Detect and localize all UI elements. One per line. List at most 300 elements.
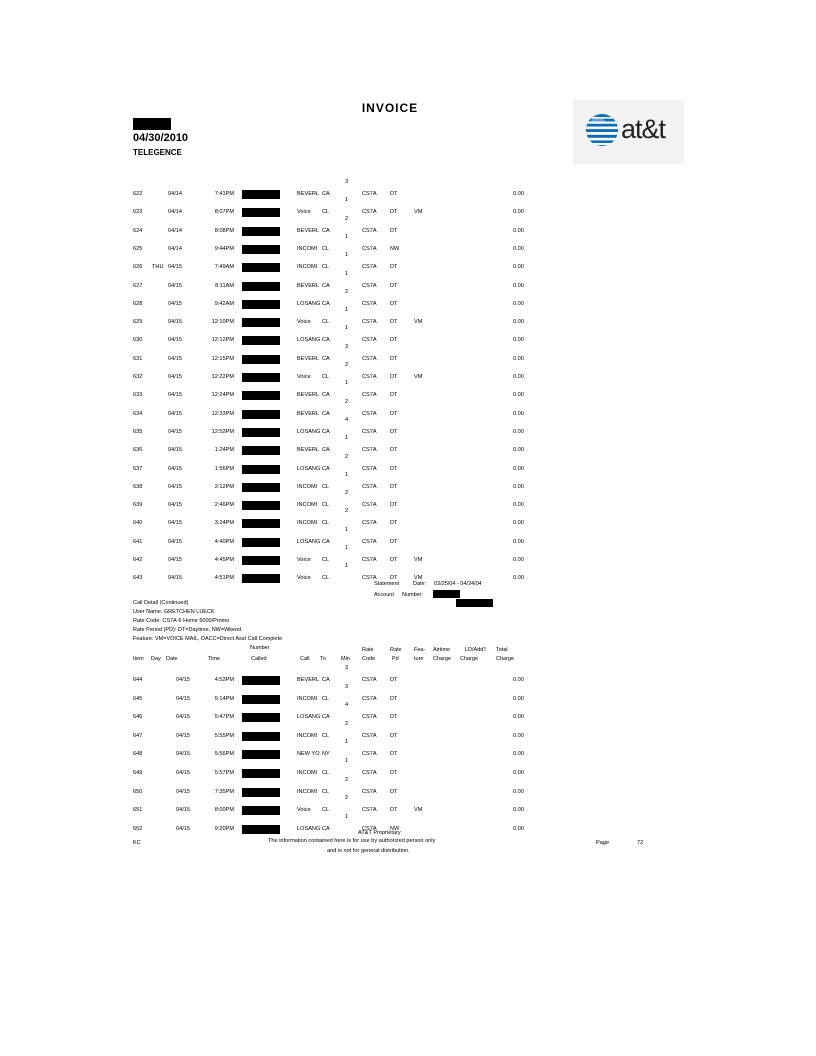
row-total-charge: 0.00 — [513, 264, 524, 271]
row-rate-code: CS7A — [362, 807, 377, 814]
row-item: 639 — [133, 502, 143, 509]
row-date: 04/15 — [168, 447, 182, 454]
redacted-block — [133, 118, 171, 130]
col-pd: Pd — [392, 656, 399, 662]
row-minutes: 1 — [345, 307, 349, 314]
call-detail-heading: Call Detail (Continued) — [133, 600, 189, 606]
row-rate-code: CS7A — [362, 714, 377, 721]
col-date: Date — [166, 656, 178, 662]
table-row — [0, 298, 816, 312]
row-total-charge: 0.00 — [513, 714, 524, 721]
row-call-state: CA — [322, 282, 330, 289]
table-row — [0, 554, 816, 568]
redacted-number — [242, 355, 280, 364]
row-call-state: CL — [322, 575, 330, 582]
row-total-charge: 0.00 — [513, 355, 524, 362]
row-minutes: 3 — [345, 179, 349, 185]
table-row — [0, 572, 816, 586]
row-total-charge: 0.00 — [513, 677, 524, 683]
row-minutes: 1 — [345, 739, 349, 746]
row-rate-period: DT — [390, 209, 398, 216]
row-rate-code: CS7A — [362, 428, 377, 435]
row-rate-code: CS7A — [362, 300, 377, 307]
col-to: To — [320, 656, 326, 662]
row-call-place: BEVERL — [297, 447, 320, 454]
row-rate-code: CS7A — [362, 374, 377, 380]
row-rate-period: DT — [390, 191, 398, 197]
row-call-place: LOSANG — [297, 465, 321, 472]
row-time: 9:42AM — [214, 300, 234, 307]
row-call-state: CL — [322, 788, 330, 795]
table-row — [0, 463, 816, 477]
table-row — [0, 206, 816, 220]
feature-legend: Feature: VM=VOICE MAIL, DACC=Direct Asst Call Complete — [133, 636, 283, 642]
row-rate-code: CS7A — [362, 677, 377, 683]
row-rate-period: DT — [390, 714, 398, 721]
row-rate-period: NW — [390, 245, 400, 252]
col-ld-charge: Charge — [460, 656, 479, 662]
redacted-number — [242, 556, 280, 565]
row-call-state: CL — [322, 770, 330, 776]
row-minutes: 3 — [345, 665, 349, 671]
statement-date-label: Date: — [413, 581, 427, 587]
row-rate-period: DT — [390, 751, 398, 758]
row-call-state: CL — [322, 520, 330, 527]
row-time: 1:24PM — [214, 447, 234, 454]
row-time: 1:56PM — [214, 465, 234, 472]
proprietary-notice: AT&T Proprietary — [358, 830, 401, 836]
row-total-charge: 0.00 — [513, 410, 524, 417]
redacted-number — [242, 336, 280, 345]
row-time: 8:11AM — [215, 282, 234, 289]
row-time: 2:46PM — [214, 502, 234, 509]
row-item: 628 — [133, 300, 143, 307]
row-rate-code: CS7A — [362, 355, 377, 362]
row-call-place: Voice — [297, 807, 311, 814]
row-rate-code: CS7A — [362, 538, 377, 545]
col-called: Called — [251, 656, 267, 662]
page-label: Page — [596, 840, 610, 846]
row-item: 624 — [133, 227, 143, 234]
row-rate-period: DT — [390, 520, 398, 527]
col-airtime-top: Airtime — [433, 647, 451, 653]
row-call-state: CL — [322, 502, 330, 509]
row-rate-code: CS7A — [362, 770, 377, 776]
row-item: 640 — [133, 520, 143, 527]
row-total-charge: 0.00 — [513, 337, 524, 344]
footer-kc: KC — [133, 840, 141, 846]
row-minutes: 1 — [345, 325, 349, 332]
row-time: 4:52PM — [214, 677, 234, 683]
row-rate-code: CS7A — [362, 337, 377, 344]
row-call-state: NY — [322, 751, 330, 758]
globe-icon — [585, 112, 619, 148]
row-date: 04/15 — [176, 825, 190, 832]
row-rate-period: DT — [390, 502, 398, 509]
row-time: 5:57PM — [214, 770, 234, 776]
row-item: 634 — [133, 410, 143, 417]
redacted-number — [242, 538, 280, 547]
row-rate-code: CS7A — [362, 788, 377, 795]
row-rate-code: CS7A — [362, 520, 377, 527]
redacted-number — [242, 676, 280, 685]
row-call-place: LOSANG — [297, 300, 321, 307]
row-total-charge: 0.00 — [513, 520, 524, 527]
row-call-place: LOSANG — [297, 825, 321, 832]
row-minutes: 2 — [345, 795, 349, 802]
row-call-place: LOSANG — [297, 428, 321, 435]
row-minutes: 2 — [345, 362, 349, 368]
col-rate-top: Rate — [362, 647, 374, 653]
table-row — [0, 353, 816, 367]
row-rate-period: DT — [390, 355, 398, 362]
row-rate-code: CS7A — [362, 695, 377, 702]
row-call-place: INCOMI — [297, 770, 318, 776]
row-minutes: 1 — [345, 526, 349, 533]
row-date: 04/15 — [176, 714, 190, 721]
row-date: 04/15 — [176, 677, 190, 683]
row-item: 645 — [133, 695, 143, 702]
row-total-charge: 0.00 — [513, 392, 524, 399]
redacted-number — [242, 769, 280, 778]
row-total-charge: 0.00 — [513, 732, 524, 739]
row-rate-code: CS7A — [362, 191, 377, 197]
row-minutes: 3 — [345, 343, 349, 350]
row-call-state: CA — [322, 714, 330, 721]
row-feature: VM — [414, 557, 423, 563]
row-call-place: BEVERL — [297, 392, 320, 399]
row-minutes: 1 — [345, 545, 349, 551]
row-time: 5:47PM — [214, 714, 234, 721]
rate-period: Rate Period (PD): DT=Daytime, NW=Wkend — [133, 627, 242, 633]
row-total-charge: 0.00 — [513, 575, 524, 582]
col-total-charge: Charge — [496, 656, 515, 662]
row-call-place: Voice — [297, 557, 311, 563]
row-date: 04/15 — [168, 392, 182, 399]
row-total-charge: 0.00 — [513, 465, 524, 472]
row-minutes: 1 — [345, 252, 349, 259]
redacted-number — [242, 428, 280, 437]
row-rate-period: DT — [390, 483, 398, 490]
att-logo — [573, 100, 684, 164]
row-time: 8:07PM — [214, 209, 234, 216]
row-rate-code: CS7A — [362, 282, 377, 289]
row-rate-period: DT — [390, 264, 398, 271]
redacted-number — [242, 190, 280, 199]
row-date: 04/15 — [168, 538, 182, 545]
row-time: 4:51PM — [214, 575, 234, 582]
row-minutes: 2 — [345, 398, 349, 405]
row-call-place: Voice — [297, 209, 311, 216]
col-min: Min — [341, 656, 350, 662]
row-rate-period: DT — [390, 319, 398, 326]
row-minutes: 1 — [345, 233, 349, 240]
row-time: 12:12PM — [211, 337, 234, 344]
row-minutes: 2 — [345, 288, 349, 295]
row-item: 638 — [133, 483, 143, 490]
row-call-place: LOSANG — [297, 538, 321, 545]
row-date: 04/15 — [176, 807, 190, 814]
row-call-state: CA — [322, 191, 330, 197]
logo-text: at&t — [621, 114, 666, 144]
col-item: Item — [133, 656, 144, 662]
row-rate-period: DT — [390, 695, 398, 702]
row-item: 646 — [133, 714, 143, 721]
row-rate-period: DT — [390, 428, 398, 435]
row-time: 3:24PM — [214, 520, 234, 527]
col-rate2-top: Rate — [390, 647, 402, 653]
row-feature: VM — [414, 319, 423, 326]
redacted-number — [242, 713, 280, 722]
table-row — [0, 280, 816, 294]
row-rate-period: DT — [390, 770, 398, 776]
row-rate-code: CS7A — [362, 319, 377, 326]
row-time: 5:56PM — [214, 751, 234, 758]
row-total-charge: 0.00 — [513, 191, 524, 197]
row-item: 635 — [133, 428, 143, 435]
row-item: 630 — [133, 337, 143, 344]
row-date: 04/14 — [168, 227, 182, 234]
row-call-state: CL — [322, 209, 330, 216]
row-time: 12:15PM — [211, 355, 234, 362]
row-item: 627 — [133, 282, 143, 289]
redacted-number — [242, 227, 280, 236]
table-row — [0, 408, 816, 422]
row-date: 04/15 — [176, 751, 190, 758]
row-total-charge: 0.00 — [513, 751, 524, 758]
row-total-charge: 0.00 — [513, 538, 524, 545]
row-feature: VM — [414, 575, 423, 582]
row-call-place: INCOMI — [297, 732, 318, 739]
row-time: 12:33PM — [211, 410, 234, 417]
row-total-charge: 0.00 — [513, 209, 524, 216]
row-rate-period: DT — [390, 465, 398, 472]
row-minutes: 2 — [345, 776, 349, 783]
statement-label: Statement — [374, 581, 400, 587]
row-time: 12:52PM — [211, 428, 234, 435]
row-date: 04/15 — [168, 465, 182, 472]
table-row — [0, 517, 816, 531]
row-call-state: CA — [322, 677, 330, 683]
row-date: 04/15 — [168, 520, 182, 527]
redacted-number — [242, 410, 280, 419]
row-item: 623 — [133, 209, 143, 216]
row-time: 8:00PM — [214, 807, 234, 814]
row-item: 642 — [133, 557, 143, 563]
row-item: 625 — [133, 245, 143, 252]
row-minutes: 4 — [345, 416, 349, 423]
row-date: 04/15 — [168, 575, 182, 582]
row-item: 643 — [133, 575, 143, 582]
row-call-place: INCOMI — [297, 483, 318, 490]
row-day: THU — [152, 264, 164, 271]
row-item: 641 — [133, 538, 143, 545]
row-call-state: CL — [322, 695, 330, 702]
row-total-charge: 0.00 — [513, 227, 524, 234]
row-minutes: 2 — [345, 490, 349, 497]
table-row — [0, 823, 816, 837]
row-call-place: NEW YO — [297, 751, 320, 758]
table-row — [0, 444, 816, 458]
row-feature: VM — [414, 209, 423, 216]
row-rate-period: DT — [390, 410, 398, 417]
redacted-number — [242, 695, 280, 704]
row-minutes: 2 — [345, 453, 349, 460]
table-row — [0, 261, 816, 275]
row-time: 2:12PM — [214, 483, 234, 490]
row-call-place: BEVERL — [297, 282, 320, 289]
table-row — [0, 243, 816, 257]
row-total-charge: 0.00 — [513, 770, 524, 776]
row-call-place: Voice — [297, 319, 311, 326]
table-row — [0, 389, 816, 403]
row-minutes: 1 — [345, 758, 349, 764]
redacted-number — [242, 501, 280, 510]
row-rate-code: CS7A — [362, 483, 377, 490]
row-time: 8:08PM — [214, 227, 234, 234]
row-call-state: CA — [322, 410, 330, 417]
row-feature: VM — [414, 807, 423, 814]
row-rate-code: CS7A — [362, 209, 377, 216]
col-number-top: Number — [250, 645, 270, 651]
row-call-state: CA — [322, 300, 330, 307]
row-rate-code: CS7A — [362, 227, 377, 234]
row-call-state: CL — [322, 557, 330, 563]
row-total-charge: 0.00 — [513, 245, 524, 252]
row-total-charge: 0.00 — [513, 825, 524, 832]
table-row — [0, 188, 816, 202]
row-date: 04/15 — [168, 337, 182, 344]
col-call: Call — [300, 656, 310, 662]
row-call-state: CA — [322, 825, 330, 832]
row-total-charge: 0.00 — [513, 557, 524, 563]
row-time: 12:24PM — [211, 392, 234, 399]
redacted-number — [242, 318, 280, 327]
row-minutes: 2 — [345, 215, 349, 222]
confidential-line-1: The information contained here is for use by authorized person only — [268, 838, 436, 844]
row-minutes: 1 — [345, 563, 349, 570]
invoice-date: 04/30/2010 — [133, 132, 189, 144]
row-date: 04/15 — [168, 264, 182, 271]
row-call-place: INCOMI — [297, 788, 318, 795]
row-rate-code: CS7A — [362, 245, 377, 252]
row-time: 4:40PM — [214, 538, 234, 545]
col-feature-top: Fea- — [414, 647, 426, 653]
row-item: 633 — [133, 392, 143, 399]
table-row — [0, 767, 816, 781]
row-date: 04/15 — [176, 732, 190, 739]
row-time: 4:45PM — [214, 557, 234, 563]
row-rate-period: DT — [390, 538, 398, 545]
row-minutes: 1 — [345, 197, 349, 204]
row-call-state: CL — [322, 807, 330, 814]
row-date: 04/15 — [176, 788, 190, 795]
row-item: 651 — [133, 807, 143, 814]
row-minutes: 1 — [345, 270, 349, 277]
row-call-place: BEVERL — [297, 677, 320, 683]
row-minutes: 4 — [345, 702, 349, 709]
table-row — [0, 481, 816, 495]
row-rate-code: CS7A — [362, 465, 377, 472]
row-rate-code: CS7A — [362, 732, 377, 739]
account-number-label: Number: — [402, 592, 424, 598]
row-item: 626 — [133, 264, 143, 271]
col-time: Time — [208, 656, 221, 662]
row-minutes: 1 — [345, 380, 349, 387]
row-total-charge: 0.00 — [513, 807, 524, 814]
row-rate-period: NW — [390, 825, 400, 832]
row-call-state: CA — [322, 447, 330, 454]
row-rate-code: CS7A — [362, 557, 377, 563]
row-item: 649 — [133, 770, 143, 776]
row-total-charge: 0.00 — [513, 483, 524, 490]
row-item: 650 — [133, 788, 143, 795]
account-label: Account — [374, 592, 394, 598]
row-total-charge: 0.00 — [513, 447, 524, 454]
row-date: 04/15 — [168, 557, 182, 563]
redacted-number — [242, 373, 280, 382]
table-row — [0, 225, 816, 239]
redacted-number — [242, 263, 280, 272]
row-total-charge: 0.00 — [513, 374, 524, 380]
col-code: Code — [362, 656, 376, 662]
row-call-state: CA — [322, 538, 330, 545]
table-row — [0, 748, 816, 762]
table-row — [0, 730, 816, 744]
row-total-charge: 0.00 — [513, 300, 524, 307]
row-item: 632 — [133, 374, 143, 380]
table-row — [0, 499, 816, 513]
redacted-number — [242, 806, 280, 815]
row-minutes: 3 — [345, 683, 349, 690]
row-call-place: INCOMI — [297, 245, 318, 252]
row-call-place: INCOMI — [297, 520, 318, 527]
statement-date-range: 03/25/04 - 04/24/04 — [434, 581, 482, 587]
row-rate-code: CS7A — [362, 575, 377, 582]
redacted-number — [242, 446, 280, 455]
table-row — [0, 316, 816, 330]
row-time: 7:41PM — [214, 191, 234, 197]
row-time: 12:22PM — [211, 374, 234, 380]
row-date: 04/15 — [168, 355, 182, 362]
row-call-state: CA — [322, 392, 330, 399]
row-item: 631 — [133, 355, 143, 362]
row-date: 04/14 — [168, 209, 182, 216]
row-rate-code: CS7A — [362, 447, 377, 454]
table-row — [0, 786, 816, 800]
row-rate-period: DT — [390, 807, 398, 814]
redacted-block — [456, 599, 493, 607]
row-minutes: 2 — [345, 508, 349, 515]
row-call-place: INCOMI — [297, 695, 318, 702]
row-call-place: INCOMI — [297, 502, 318, 509]
user-name: User Name: GRETCHEN LUECK — [133, 609, 215, 615]
row-call-state: CL — [322, 319, 330, 326]
row-date: 04/15 — [168, 502, 182, 509]
col-total-top: Total — [496, 647, 508, 653]
row-item: 629 — [133, 319, 143, 326]
row-call-place: Voice — [297, 374, 311, 380]
row-rate-period: DT — [390, 447, 398, 454]
row-date: 04/15 — [168, 428, 182, 435]
row-minutes: 1 — [345, 813, 349, 820]
row-time: 9:20PM — [214, 825, 234, 832]
row-rate-period: DT — [390, 392, 398, 399]
row-call-state: CL — [322, 483, 330, 490]
row-call-place: BEVERL — [297, 410, 320, 417]
row-date: 04/15 — [168, 374, 182, 380]
row-rate-code: CS7A — [362, 410, 377, 417]
